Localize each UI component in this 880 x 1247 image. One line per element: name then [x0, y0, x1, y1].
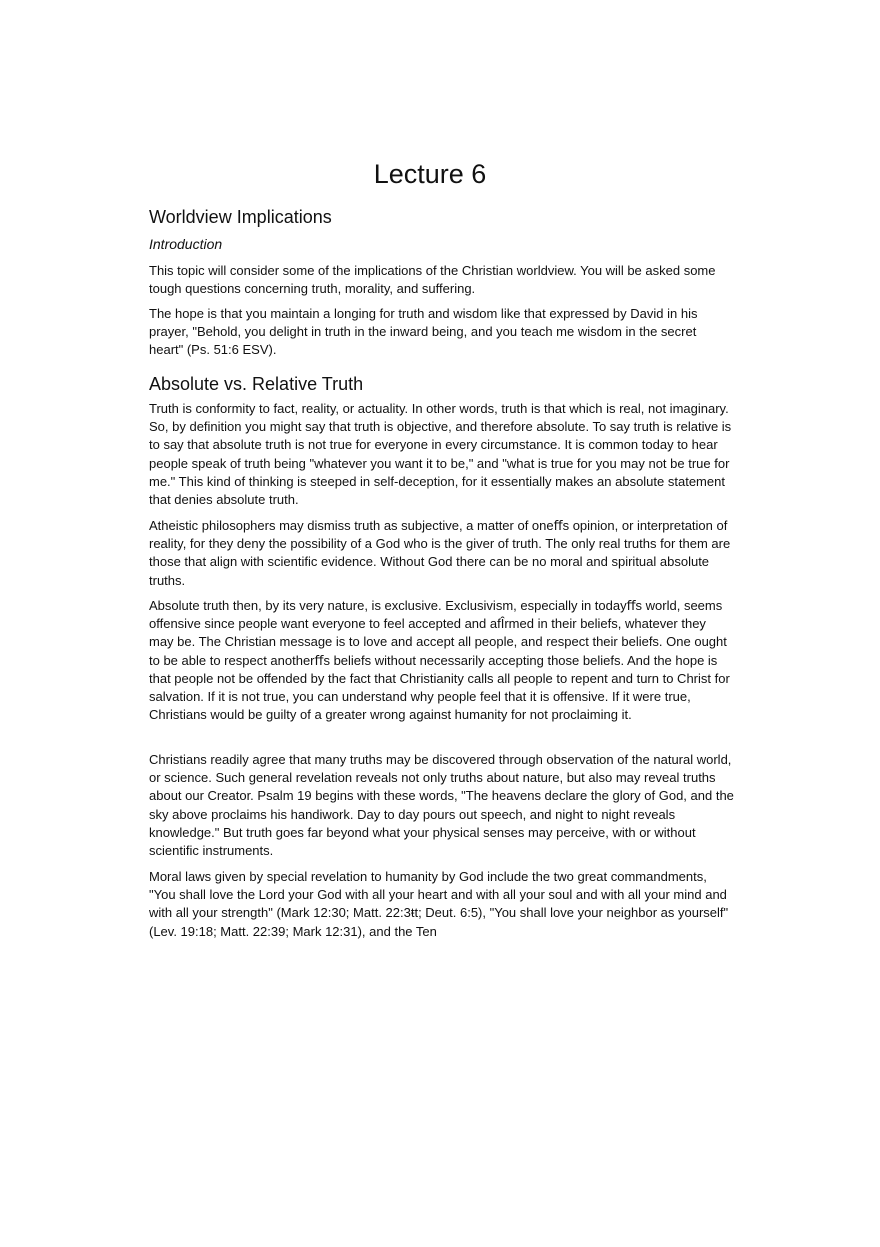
section-heading-worldview: Worldview Implications	[149, 207, 332, 227]
paragraph: Truth is conformity to fact, reality, or actuality. In other words, truth is that which is real, not imaginary. So, by definition you might say that truth is objective, and therefore absolute. To say truth is relative is to say that absolute truth is not true for everyone in every circumstance. It is common today to hear people speak of truth being "whatever you want it to be," and "what is true for you may not be true for me." This kind of thinking is steeped in self-deception, for it essentially makes an absolute statement that denies absolute truth.	[149, 401, 732, 508]
paragraph: Atheistic philosophers may dismiss truth as subjective, a matter of oneﬀs opinion, or interpretation of reality, for they deny the possibility of a God who is the giver of truth. The only real truths for them are those that align with scientific evidence. Without God there can be no moral and spiritual absolute truths.	[149, 518, 731, 588]
paragraph: Absolute truth then, by its very nature, is exclusive. Exclusivism, especially in todayﬀs world, seems offensive since people want everyone to feel accepted and afÎrmed in their beliefs, whatever they may be. The Christian message is to love and accept all people, and respect their beliefs. One ought to be able to respect anotherﬀs beliefs without necessarily accepting those beliefs. And the hope is that people not be offended by the fact that Christianity calls all people to repent and turn to Christ for salvation. If it is not true, you can understand why people feel that it is offensive. If it were true, Christians would be guilty of a greater wrong against humanity for not proclaiming it.	[149, 598, 730, 723]
subheading-introduction: Introduction	[149, 236, 223, 252]
page-title: Lecture 6	[373, 159, 487, 189]
section-heading-absolute-truth: Absolute vs. Relative Truth	[149, 374, 364, 394]
paragraph: Christians readily agree that many truths may be discovered through observation of the natural world, or science. Such general revelation reveals not only truths about nature, but also may reveal truths about our Creator. Psalm 19 begins with these words, "The heavens declare the glory of God, and the sky above proclaims his handiwork. Day to day pours out speech, and night to night reveals knowledge." But truth goes far beyond what your physical senses may perceive, with or without scientific instruments.	[149, 752, 734, 859]
paragraph: This topic will consider some of the implications of the Christian worldview. You will be asked some tough questions concerning truth, morality, and suffering.	[149, 263, 716, 297]
paragraph: The hope is that you maintain a longing for truth and wisdom like that expressed by David in his prayer, "Behold, you delight in truth in the inward being, and you teach me wisdom in the secret heart" (Ps. 51:6 ESV).	[149, 306, 698, 358]
paragraph: Moral laws given by special revelation to humanity by God include the two great commandments, "You shall love the Lord your God with all your heart and with all your soul and with all your mind and with all your strength" (Mark 12:30; Matt. 22:3ŧt; Deut. 6:5), "You shall love your neighbor as yourself" (Lev. 19:18; Matt. 22:39; Mark 12:31), and the Ten	[149, 869, 729, 939]
